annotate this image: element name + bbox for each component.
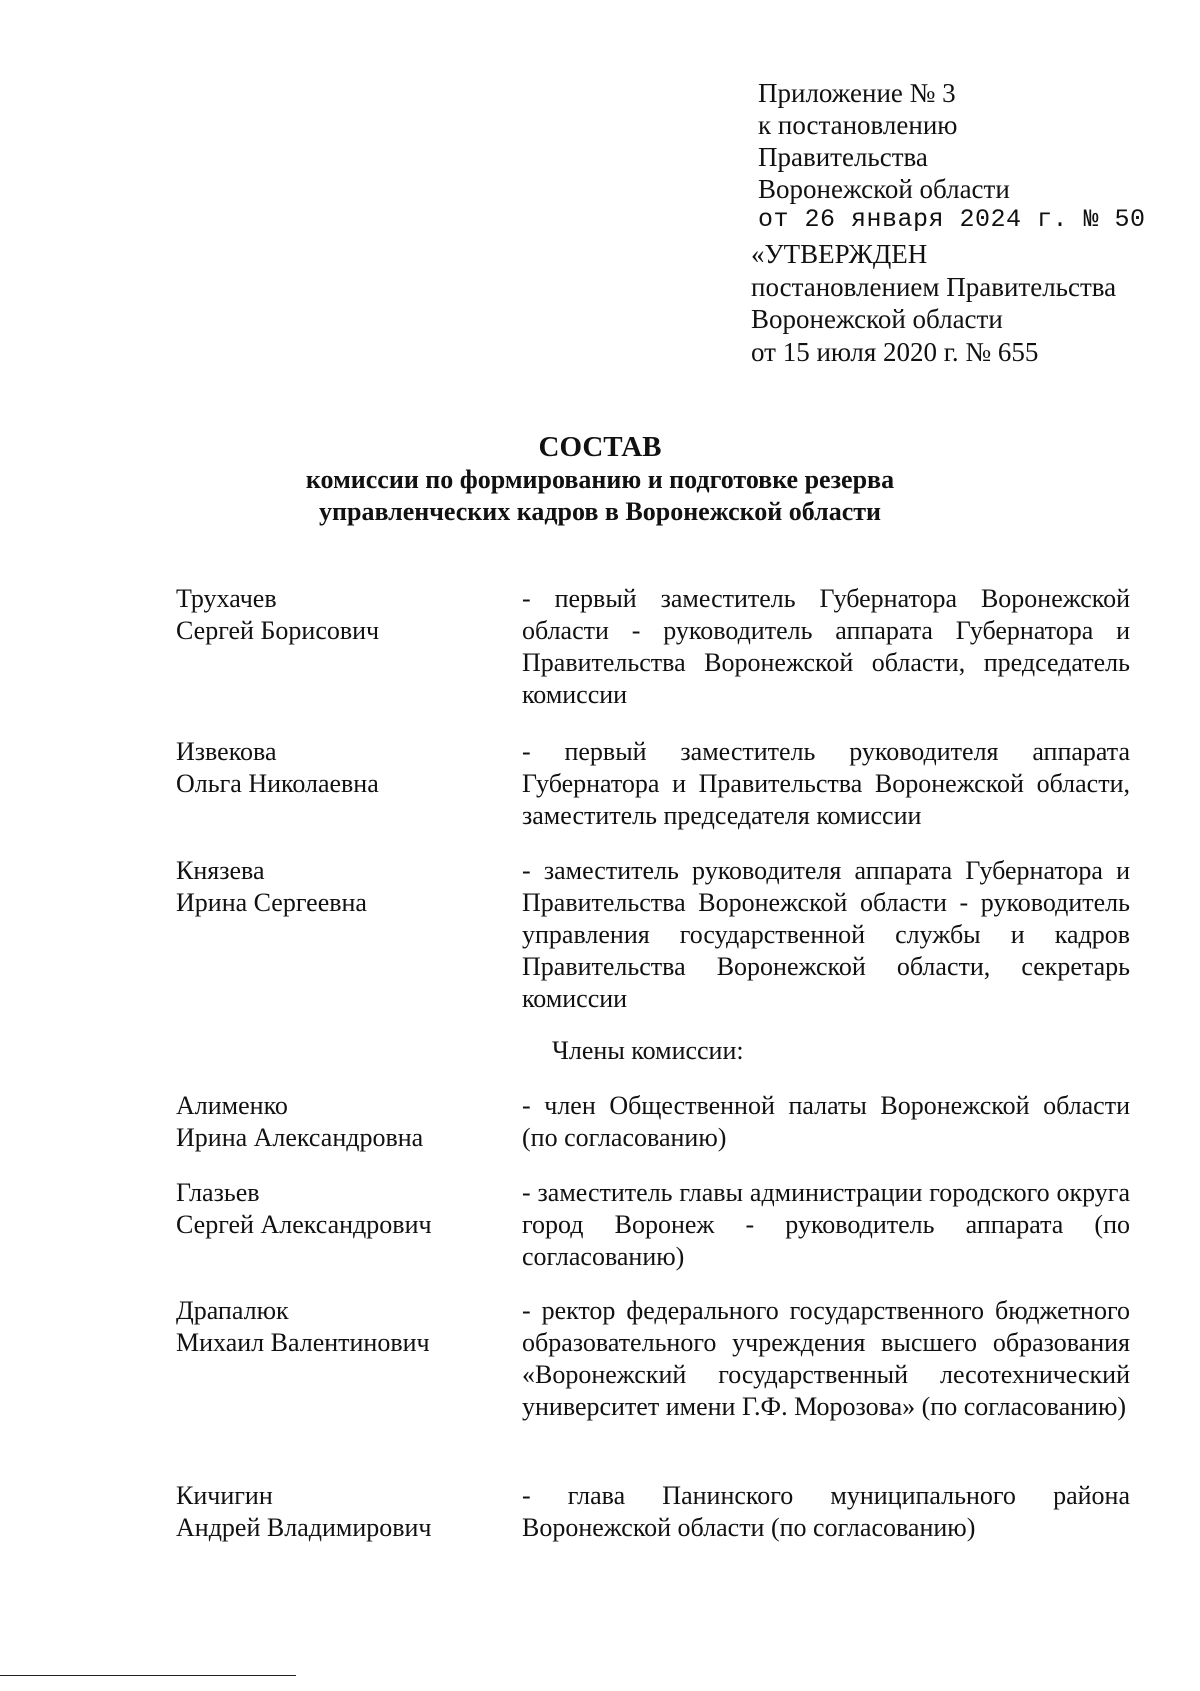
approved-date-number: от 15 июля 2020 г. № 655 [751,336,1039,367]
document-title [0,430,1200,528]
member-name [176,583,506,647]
approved-by: постановлением Правительства [751,271,1117,302]
member-name [176,855,506,919]
member-given-name: Михаил Валентинович [176,1328,430,1357]
members-section-label: Члены комиссии: [552,1036,744,1065]
member-surname: Драпалюк [176,1296,289,1325]
member-role: - ректор федерального государственного бюджетного образовательного учреждения высшего образования «Воронежский государственный лесотехнический университет имени Г.Ф. Морозова» (по согласованию) [522,1296,1130,1421]
member-name [176,1177,506,1241]
member-name [176,1480,506,1544]
member-given-name: Ольга Николаевна [176,769,379,798]
member-surname: Извекова [176,737,277,766]
title-subtitle-line1: комиссии по формированию и подготовке резерва [305,465,895,494]
appendix-reference: к постановлению [758,110,958,140]
member-surname: Трухачев [176,584,277,613]
member-given-name: Ирина Сергеевна [176,888,367,917]
appendix-header [758,77,1146,235]
appendix-date-number: от 26 января 2024 г. № 50 [758,205,1146,234]
title-main: СОСТАВ [538,431,662,463]
appendix-issuer: Правительства [758,142,928,172]
approved-region: Воронежской области [751,304,1003,334]
member-given-name: Сергей Борисович [176,616,380,645]
member-surname: Кичигин [176,1481,273,1510]
member-given-name: Ирина Александровна [176,1123,424,1152]
member-role: - заместитель главы администрации городского округа город Воронеж - руководитель аппарата (по согласованию) [522,1178,1130,1271]
member-role: - заместитель руководителя аппарата Губернатора и Правительства Воронежской области - руководитель управления государственной службы и кадров Правительства Воронежской области, секретарь комиссии [522,856,1130,1013]
footnote-separator [0,1675,296,1676]
member-role: - глава Панинского муниципального района Воронежской области (по согласованию) [522,1481,1130,1542]
member-name [176,1090,506,1154]
title-subtitle-line2: управленческих кадров в Воронежской области [319,497,881,526]
approved-heading: «УТВЕРЖДЕН [751,239,928,269]
member-given-name: Сергей Александрович [176,1210,432,1239]
member-surname: Алименко [176,1091,288,1120]
member-surname: Глазьев [176,1178,260,1207]
approval-stamp-text [751,238,1116,368]
member-name [176,736,506,800]
appendix-region: Воронежской области [758,174,1010,204]
appendix-number: Приложение № 3 [758,78,956,108]
member-surname: Князева [176,856,265,885]
member-role: - первый заместитель Губернатора Воронежской области - руководитель аппарата Губернатора и Правительства Воронежской области, председатель комиссии [522,584,1130,709]
member-role: - первый заместитель руководителя аппарата Губернатора и Правительства Воронежской области, заместитель председателя комиссии [522,737,1130,830]
member-name [176,1295,506,1359]
member-given-name: Андрей Владимирович [176,1513,432,1542]
member-role: - член Общественной палаты Воронежской области (по согласованию) [522,1091,1130,1152]
